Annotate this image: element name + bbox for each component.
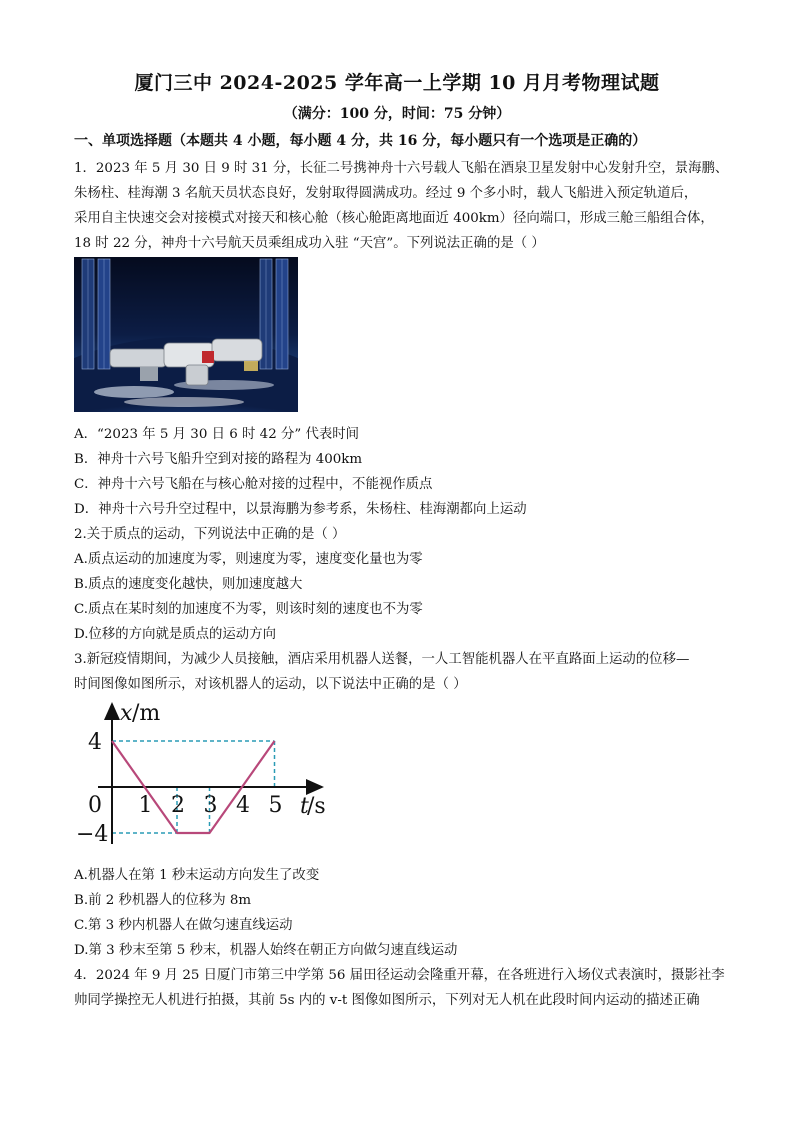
page-subtitle: （满分：100 分，时间：75 分钟） <box>283 106 511 122</box>
q3-option-d: D.第 3 秒末至第 5 秒末，机器人始终在朝正方向做匀速直线运动 <box>74 943 458 958</box>
q3-option-a: A.机器人在第 1 秒末运动方向发生了改变 <box>74 868 320 883</box>
y-axis-label-unit: /m <box>132 701 161 726</box>
x-axis-label-var: t <box>300 794 309 819</box>
page-title: 厦门三中 2024-2025 学年高一上学期 10 月月考物理试题 <box>134 72 660 94</box>
q4-stem-line: 4．2024 年 9 月 25 日厦门市第三中学第 56 届田径运动会隆重开幕，在各班进行入场仪式表演时，摄影社李 <box>74 968 725 983</box>
q2-stem: 2.关于质点的运动，下列说法中正确的是（ ） <box>74 527 346 542</box>
x-axis-label-unit: /s <box>307 794 326 819</box>
q3-stem-line: 时间图像如图所示，对该机器人的运动，以下说法中正确的是（ ） <box>74 677 467 692</box>
q1-option-a: A．“2023 年 5 月 30 日 6 时 42 分” 代表时间 <box>74 427 360 442</box>
q1-option-d: D．神舟十六号升空过程中，以景海鹏为参考系，朱杨柱、桂海潮都向上运动 <box>74 502 527 517</box>
q3-option-b: B.前 2 秒机器人的位移为 8m <box>74 893 252 908</box>
q1-stem-line: 18 时 22 分，神舟十六号航天员乘组成功入驻 “天宫”。下列说法正确的是（ ） <box>74 236 545 251</box>
y-tick-label: −4 <box>76 822 109 847</box>
tick-labels <box>76 730 283 847</box>
y-axis-label-var: x <box>120 701 133 726</box>
q1-stem-line: 1．2023 年 5 月 30 日 9 时 31 分，长征二号携神舟十六号载人飞船在酒泉卫星发射中心发射升空，景海鹏、 <box>74 161 729 176</box>
y-tick-label: 4 <box>88 730 102 755</box>
xt-graph <box>74 698 344 848</box>
x-tick-label: 2 <box>171 793 185 818</box>
x-tick-label: 5 <box>268 793 283 818</box>
q3-stem-line: 3.新冠疫情期间，为减少人员接触，酒店采用机器人送餐，一人工智能机器人在平直路面上运动的位移— <box>74 652 690 667</box>
q2-option-c: C.质点在某时刻的加速度不为零，则该时刻的速度也不为零 <box>74 602 423 617</box>
q3-option-c: C.第 3 秒内机器人在做匀速直线运动 <box>74 918 293 933</box>
q1-option-b: B．神舟十六号飞船升空到对接的路程为 400km <box>74 452 363 467</box>
space-station-image <box>74 257 298 412</box>
origin-label: 0 <box>88 793 102 818</box>
q1-option-c: C．神舟十六号飞船在与核心舱对接的过程中，不能视作质点 <box>74 477 433 492</box>
x-tick-label: 1 <box>138 793 153 818</box>
xt-graph-svg <box>74 698 344 848</box>
x-tick-label: 4 <box>236 793 250 818</box>
x-tick-label: 3 <box>203 793 218 818</box>
q1-stem-line: 采用自主快速交会对接模式对接天和核心舱（核心舱距离地面近 400km）径向端口，形成三舱三船组合体， <box>74 211 714 226</box>
q2-option-a: A.质点运动的加速度为零，则速度为零，速度变化量也为零 <box>74 552 423 567</box>
q2-option-d: D.位移的方向就是质点的运动方向 <box>74 627 276 642</box>
q4-stem-line: 帅同学操控无人机进行拍摄，其前 5s 内的 v-t 图像如图所示，下列对无人机在此段时间内运动的描述正确 <box>74 993 700 1008</box>
q2-option-b: B.质点的速度变化越快，则加速度越大 <box>74 577 303 592</box>
section-heading: 一、单项选择题（本题共 4 小题，每小题 4 分，共 16 分，每小题只有一个选项是正确的） <box>74 133 647 149</box>
q1-stem-line: 朱杨柱、桂海潮 3 名航天员状态良好，发射取得圆满成功。经过 9 个多小时，载人飞船进入预定轨道后， <box>74 186 698 201</box>
